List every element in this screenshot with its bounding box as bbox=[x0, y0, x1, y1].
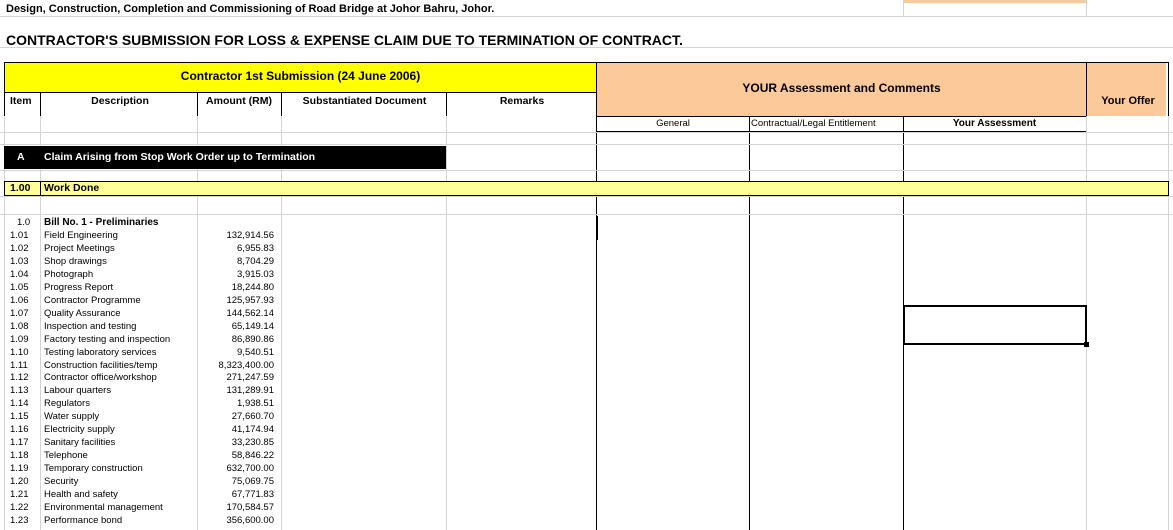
item-number: 1.23 bbox=[10, 514, 29, 526]
item-number: 1.02 bbox=[10, 242, 29, 254]
item-number: 1.13 bbox=[10, 385, 29, 397]
table-row bbox=[0, 423, 1173, 436]
your-assessment-column-header: Your Assessment bbox=[952, 118, 1037, 129]
item-number: 1.10 bbox=[10, 346, 29, 358]
item-amount: 131,289.91 bbox=[226, 385, 274, 397]
item-number: 1.17 bbox=[10, 437, 29, 449]
item-amount: 6,955.83 bbox=[237, 242, 274, 254]
item-number: 1.15 bbox=[10, 411, 29, 423]
submission-title: CONTRACTOR'S SUBMISSION FOR LOSS & EXPENSE CLAIM DUE TO TERMINATION OF CONTRACT. bbox=[6, 32, 683, 48]
table-row bbox=[0, 320, 1173, 333]
table-row bbox=[0, 359, 1173, 372]
item-amount: 65,149.14 bbox=[231, 320, 274, 332]
item-description: Construction facilities/temp bbox=[44, 359, 158, 371]
item-number: 1.22 bbox=[10, 501, 29, 513]
item-description: Contractor Programme bbox=[44, 294, 141, 306]
item-amount: 356,600.00 bbox=[226, 514, 274, 526]
item-number: 1.20 bbox=[10, 476, 29, 488]
table-row bbox=[0, 307, 1173, 320]
item-description: Water supply bbox=[44, 411, 100, 423]
item-description: Inspection and testing bbox=[44, 320, 137, 332]
item-amount: 33,230.85 bbox=[231, 437, 274, 449]
item-amount: 58,846.22 bbox=[231, 450, 274, 462]
item-number: 1.06 bbox=[10, 294, 29, 306]
project-title: Design, Construction, Completion and Commissioning of Road Bridge at Johor Bahru, Johor. bbox=[6, 3, 495, 15]
table-row bbox=[0, 488, 1173, 501]
item-amount: 632,700.00 bbox=[226, 463, 274, 475]
item-description: Field Engineering bbox=[44, 230, 118, 241]
item-amount: 8,704.29 bbox=[237, 255, 274, 267]
item-amount: 1,938.51 bbox=[237, 398, 274, 410]
table-row bbox=[0, 294, 1173, 307]
item-description: Sanitary facilities bbox=[44, 437, 116, 449]
item-number: 1.19 bbox=[10, 463, 29, 475]
table-row bbox=[0, 242, 1173, 255]
item-amount: 3,915.03 bbox=[237, 268, 274, 280]
general-column-header: General bbox=[656, 118, 690, 129]
item-number: 1.21 bbox=[10, 489, 29, 500]
table-row bbox=[0, 384, 1173, 397]
item-number: 1.05 bbox=[10, 281, 29, 293]
item-description: Photograph bbox=[44, 268, 94, 280]
contractor-submission-header: Contractor 1st Submission (24 June 2006) bbox=[180, 69, 421, 83]
item-description: Factory testing and inspection bbox=[44, 333, 171, 345]
item-column-header: Item bbox=[10, 95, 32, 107]
table-row bbox=[0, 462, 1173, 475]
item-number: 1.12 bbox=[10, 372, 29, 384]
contractual-column-header: Contractual/Legal Entitlement bbox=[751, 118, 876, 129]
work-done-title: Work Done bbox=[44, 182, 100, 194]
table-row bbox=[0, 475, 1173, 488]
item-number: 1.08 bbox=[10, 320, 29, 332]
item-description: Progress Report bbox=[44, 281, 114, 293]
section-a-title: Claim Arising from Stop Work Order up to Termination bbox=[44, 151, 316, 163]
your-offer-header: Your Offer bbox=[1101, 95, 1155, 107]
item-amount: 27,660.70 bbox=[231, 411, 274, 423]
work-done-code: 1.00 bbox=[10, 182, 31, 194]
bill-code: 1.0 bbox=[17, 217, 31, 228]
item-number: 1.03 bbox=[10, 255, 29, 267]
item-amount: 271,247.59 bbox=[226, 372, 274, 384]
description-column-header: Description bbox=[91, 95, 149, 107]
amount-column-header: Amount (RM) bbox=[206, 95, 272, 107]
item-amount: 170,584.57 bbox=[226, 501, 274, 513]
table-row bbox=[0, 410, 1173, 423]
item-amount: 132,914.56 bbox=[226, 230, 274, 241]
table-row bbox=[0, 333, 1173, 346]
item-description: Testing laboratory services bbox=[44, 346, 157, 358]
your-assessment-header: YOUR Assessment and Comments bbox=[742, 81, 941, 95]
item-number: 1.18 bbox=[10, 450, 29, 462]
item-number: 1.04 bbox=[10, 268, 29, 280]
item-description: Telephone bbox=[44, 450, 88, 462]
table-row bbox=[0, 397, 1173, 410]
item-description: Project Meetings bbox=[44, 242, 115, 254]
item-number: 1.07 bbox=[10, 307, 29, 319]
table-row bbox=[0, 229, 1173, 242]
work-done-band bbox=[4, 181, 1169, 196]
table-row bbox=[0, 268, 1173, 281]
table-row bbox=[0, 346, 1173, 359]
table-row bbox=[0, 371, 1173, 384]
item-amount: 18,244.80 bbox=[231, 281, 274, 293]
item-amount: 8,323,400.00 bbox=[218, 359, 274, 371]
table-row bbox=[0, 449, 1173, 462]
item-number: 1.16 bbox=[10, 424, 29, 436]
item-description: Contractor office/workshop bbox=[44, 372, 157, 384]
item-amount: 125,957.93 bbox=[226, 294, 274, 306]
item-description: Security bbox=[44, 476, 79, 488]
bill-title: Bill No. 1 - Preliminaries bbox=[44, 217, 159, 228]
item-number: 1.09 bbox=[10, 333, 29, 345]
item-amount: 67,771.83 bbox=[231, 489, 274, 500]
item-description: Health and safety bbox=[44, 489, 118, 500]
table-row bbox=[0, 255, 1173, 268]
table-row bbox=[0, 436, 1173, 449]
item-description: Shop drawings bbox=[44, 255, 107, 267]
item-description: Electricity supply bbox=[44, 424, 115, 436]
table-row bbox=[0, 501, 1173, 514]
item-number: 1.14 bbox=[10, 398, 29, 410]
item-number: 1.01 bbox=[10, 230, 29, 241]
item-description: Temporary construction bbox=[44, 463, 143, 475]
item-description: Labour quarters bbox=[44, 385, 112, 397]
item-description: Quality Assurance bbox=[44, 307, 121, 319]
table-row bbox=[0, 281, 1173, 294]
item-number: 1.11 bbox=[10, 359, 28, 371]
remarks-column-header: Remarks bbox=[499, 95, 545, 107]
item-amount: 144,562.14 bbox=[226, 307, 274, 319]
section-a-code: A bbox=[17, 151, 25, 163]
item-description: Performance bond bbox=[44, 514, 123, 526]
item-amount: 75,069.75 bbox=[231, 476, 274, 488]
table-row bbox=[0, 514, 1173, 527]
item-description: Environmental management bbox=[44, 501, 163, 513]
substantiated-column-header: Substantiated Document bbox=[302, 95, 427, 107]
item-amount: 86,890.86 bbox=[231, 333, 274, 345]
item-amount: 41,174.94 bbox=[231, 424, 274, 436]
item-description: Regulators bbox=[44, 398, 90, 410]
item-amount: 9,540.51 bbox=[237, 346, 274, 358]
